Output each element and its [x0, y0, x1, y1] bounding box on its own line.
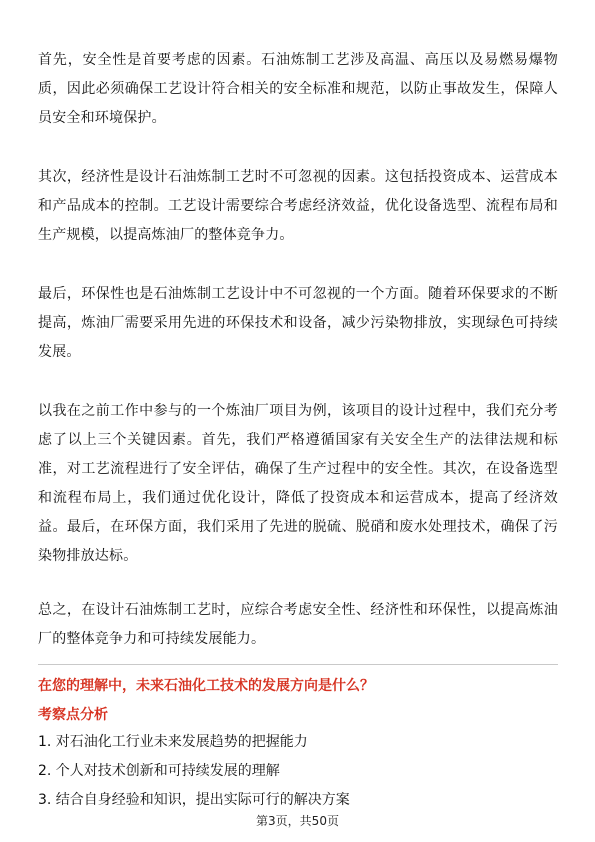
analysis-heading: 考察点分析: [38, 707, 108, 723]
paragraph-environment: 最后，环保性也是石油炼制工艺设计中不可忽视的一个方面。随着环保要求的不断提高，炼油厂需要采用先进的环保技术和设备，减少污染物排放，实现绿色可持续发展。: [38, 286, 558, 360]
page-number: 第3页，共50页: [256, 814, 339, 828]
paragraph-economy: 其次，经济性是设计石油炼制工艺时不可忽视的因素。这包括投资成本、运营成本和产品成本的控制。工艺设计需要综合考虑经济效益，优化设备选型、流程布局和生产规模，以提高炼油厂的整体竞争力。: [38, 169, 558, 243]
list-item: 3. 结合自身经验和知识，提出实际可行的解决方案: [38, 792, 350, 808]
interview-question: 在您的理解中，未来石油化工技术的发展方向是什么？: [38, 678, 374, 694]
paragraph-conclusion: 总之，在设计石油炼制工艺时，应综合考虑安全性、经济性和环保性，以提高炼油厂的整体竞争力和可持续发展能力。: [38, 602, 558, 647]
paragraph-safety: 首先，安全性是首要考虑的因素。石油炼制工艺涉及高温、高压以及易燃易爆物质，因此必须确保工艺设计符合相关的安全标准和规范，以防止事故发生，保障人员安全和环境保护。: [38, 52, 558, 126]
section-divider: [38, 664, 558, 665]
list-item: 2. 个人对技术创新和可持续发展的理解: [38, 763, 280, 779]
analysis-points-list: [38, 728, 558, 815]
paragraph-project-example: 以我在之前工作中参与的一个炼油厂项目为例，该项目的设计过程中，我们充分考虑了以上三个关键因素。首先，我们严格遵循国家有关安全生产的法律法规和标准，对工艺流程进行了安全评估，确保了生产过程中的安全性。其次，在设备选型和流程布局上，我们通过优化设计，降低了投资成本和运营成本，提高了经济效益。最后，在环保方面，我们采用了先进的脱硫、脱硝和废水处理技术，确保了污染物排放达标。: [38, 403, 558, 564]
list-item: 1. 对石油化工行业未来发展趋势的把握能力: [38, 734, 308, 750]
